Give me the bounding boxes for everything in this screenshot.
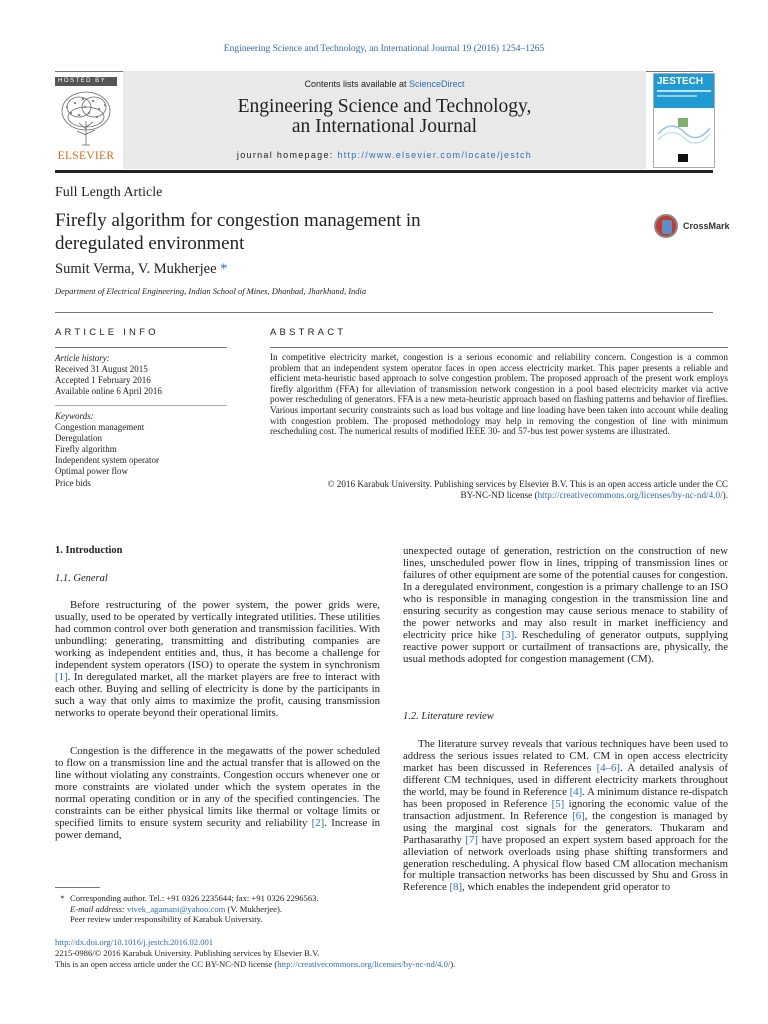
keyword: Optimal power flow [55, 466, 128, 477]
article-type: Full Length Article [55, 185, 163, 200]
paragraph-text: ignoring the economic value of the transaction adjustment. In Reference [403, 797, 728, 822]
footer-license-link[interactable]: http://creativecommons.org/licenses/by-nc-nd/4.0/ [277, 958, 451, 969]
keyword: Congestion management [55, 422, 145, 433]
citation-link[interactable]: [4–6] [596, 761, 620, 774]
history-label: Article history: [55, 353, 110, 363]
authors [55, 261, 227, 278]
body-paragraph [403, 739, 728, 894]
article-title-line2: deregulated environment [55, 233, 245, 254]
license-prefix: This is an open access article under the CC BY-NC-ND license ( [55, 958, 278, 969]
citation-link[interactable]: [2] [311, 816, 325, 829]
license-suffix: ). [450, 958, 456, 969]
license-link[interactable]: http://creativecommons.org/licenses/by-nc-nd/4.0/ [537, 489, 723, 500]
cover-subtitle-bar [657, 90, 711, 92]
paragraph-text: Congestion is the difference in the megawatts of the power scheduled to flow on a transmission line and the actual transfer that is allowed on the line without violating any constraints. Congestion occurs whenever one or more constraints are violated under which the system operates in the normal operating condition or in any of the specified contingencies. The constraints can be either physical limits like thermal or voltage limits or specified limits to ensure system security and reliability [55, 745, 380, 829]
journal-title [123, 97, 646, 137]
paragraph-text: The literature survey reveals that various techniques have been used to address the serious issues related to CM. CM in open access electricity market has been discussed in References [403, 738, 728, 774]
citation-link[interactable]: [5] [551, 797, 565, 810]
paragraph-text: , which enables the independent grid operator to [462, 881, 671, 894]
keyword: Firefly algorithm [55, 444, 117, 455]
copyright-line2 [270, 490, 728, 501]
elsevier-wordmark: ELSEVIER [57, 150, 115, 162]
running-head[interactable]: Engineering Science and Technology, an International Journal 19 (2016) 1254–1265 [223, 44, 545, 54]
citation-link[interactable]: [1] [55, 670, 68, 683]
contents-prefix: Contents lists available at [304, 79, 410, 89]
footnote [55, 893, 385, 925]
doi-link[interactable]: http://dx.doi.org/10.1016/j.jestch.2016.02.001 [55, 937, 214, 947]
crossmark-button[interactable] [654, 214, 734, 242]
header-thick-rule [55, 170, 713, 173]
crossmark-bookmark [662, 220, 672, 234]
footnote-mark: * [60, 893, 65, 903]
abstract-rule [270, 347, 728, 348]
email-label: E-mail address: [70, 903, 127, 914]
citation-link[interactable]: [7] [465, 833, 479, 846]
journal-cover-thumbnail[interactable] [653, 73, 715, 168]
history-item: Received 31 August 2015 [55, 364, 148, 375]
abstract-heading: ABSTRACT [270, 327, 347, 338]
article-info-rule [55, 347, 227, 348]
journal-banner [123, 71, 646, 169]
journal-title-line1: Engineering Science and Technology, [237, 96, 532, 117]
email-suffix: (V. Mukherjee). [225, 903, 282, 914]
cover-top-band [654, 74, 714, 108]
cover-publisher-mark [678, 154, 688, 162]
paragraph-text: . A detailed analysis of different CM techniques, used in different electricity markets throughout the world, may be found in Reference [403, 761, 728, 798]
paragraph-text: , the congestion is managed by using the marginal cost signals for the generators. Thukaram and Parthasarathy [403, 809, 728, 846]
journal-title-line2: an International Journal [291, 116, 478, 137]
body-paragraph [55, 600, 380, 720]
paragraph-text: Before restructuring of the power system, the power grids were, usually, used to be operated by vertically integrated utilities. These utilities had common control over both generation and transmission facilities. With unbundling: generating, transmitting and distributing companies are working as independent entities and, thus, it has become a challenge for independent system operators (ISO) to operate the system in synchronism [55, 599, 380, 671]
keywords [55, 411, 227, 489]
author-names: Sumit Verma, V. Mukherjee [55, 261, 217, 277]
email-link[interactable]: vivek_agamani@yahoo.com [126, 903, 226, 914]
homepage-link[interactable]: http://www.elsevier.com/locate/jestch [337, 150, 533, 160]
crossmark-label: CrossMark [683, 221, 730, 231]
affiliation-rule [55, 312, 713, 313]
paragraph-text: . Rescheduling of generator outputs, supplying reactive power support or curtailment of transactions are, physically, the usual methods adopted for congestion management (CM). [403, 628, 728, 665]
citation-link[interactable]: [4] [569, 785, 583, 798]
footnote-rule [55, 887, 100, 888]
paragraph-text: have proposed an expert system based approach for the alleviation of network overloads using phase shifting transformers and generation rescheduling. A physical flow based CM allocation mechanism for multiple transaction networks has been discussed by Shu and Gross in Reference [403, 833, 728, 894]
elsevier-logo[interactable] [55, 77, 117, 163]
abstract-copyright [270, 479, 728, 500]
hosted-by-label: HOSTED BY [55, 77, 117, 86]
cover-art [658, 114, 710, 144]
copyright-prefix: BY-NC-ND license ( [460, 489, 538, 500]
keyword: Deregulation [55, 433, 102, 444]
elsevier-tree-icon [55, 87, 117, 149]
cover-subtitle-bar [657, 95, 697, 97]
keywords-label: Keywords: [55, 411, 94, 421]
footnote-contact: Corresponding author. Tel.: +91 0326 2235644; fax: +91 0326 2296563. [70, 893, 319, 903]
subsection-heading-general: 1.1. General [55, 573, 108, 584]
keyword: Independent system operator [55, 455, 159, 466]
body-paragraph [55, 746, 380, 842]
homepage-prefix: journal homepage: [236, 150, 338, 160]
affiliation: Department of Electrical Engineering, Indian School of Mines, Dhanbad, Jharkhand, India [55, 286, 367, 296]
issn-line: 2215-0986/© 2016 Karabuk University. Publishing services by Elsevier B.V. [55, 947, 320, 958]
body-paragraph [403, 546, 728, 666]
abstract-text: In competitive electricity market, congestion is a serious economic and reliability concern. Congestion is a common problem that an independent system operator faces in open access electricity market. This paper presents a reliable and efficient meta-heuristic based approach to solve congestion problem. The proposed approach of the present work employs firefly algorithm (FFA) for alleviation of transmission network congestion in a pool based electricity market via active power rescheduling of generators. FFA is a new meta-heuristic approach based on flashing patterns and behavior of fireflies. Various important security constraints such as load bus voltage and line loading have been taken into account while dealing with congestion problem. The proposed methodology may help in removing the congestion of line with minimum rescheduling cost. The numerical results of modified IEEE 30- and 57-bus test power systems are illustrated. [270, 352, 728, 437]
crossmark-icon [654, 214, 678, 238]
corresponding-author-mark[interactable]: * [220, 261, 228, 277]
article-info-heading: ARTICLE INFO [55, 327, 159, 338]
citation-link[interactable]: [6] [572, 809, 585, 822]
contents-line [123, 79, 646, 89]
page-footer [55, 937, 715, 970]
subsection-heading-literature-review: 1.2. Literature review [403, 711, 494, 722]
paragraph-text: unexpected outage of generation, restriction on the construction of new lines, unscheduled power flow in lines, tripping of transmission lines or failures of other equipment are some of the potential causes for congestion. In a deregulated environment, congestion is a primary challenge to an ISO who is responsible in managing congestion in the transmission line and ensuring security as congestion may cause serious menace to stability of the power networks and may also result in market inefficiency and electricity price hike [403, 545, 728, 641]
citation-link[interactable]: [3] [501, 628, 515, 641]
article-title [55, 209, 615, 255]
article-info-divider [55, 405, 227, 406]
article-history [55, 353, 227, 397]
paragraph-text: . A minimum distance re-dispatch has been proposed in Reference [403, 785, 728, 810]
peer-review-note: Peer review under responsibility of Karabuk University. [70, 914, 263, 925]
citation-link[interactable]: [8] [449, 881, 463, 894]
sciencedirect-link[interactable]: ScienceDirect [409, 79, 465, 89]
copyright-line1: © 2016 Karabuk University. Publishing services by Elsevier B.V. This is an open access article under the CC [327, 479, 728, 489]
history-item: Available online 6 April 2016 [55, 386, 162, 397]
article-title-line1: Firefly algorithm for congestion management in [55, 210, 421, 231]
paragraph-text: . In deregulated market, all the market players are free to interact with each other. Buying and selling of electricity is done by the participants in such a way that only aims to maximize the profit, causing transmission networks to operate beyond their operational limits. [55, 670, 380, 719]
homepage-line [123, 150, 646, 160]
cover-title: JESTECH [657, 76, 704, 87]
history-item: Accepted 1 February 2016 [55, 375, 151, 386]
paragraph-text: . Increase in power demand, [55, 816, 380, 841]
keyword: Price bids [55, 477, 91, 488]
section-heading-introduction: 1. Introduction [55, 545, 123, 556]
copyright-suffix: ). [722, 489, 728, 500]
